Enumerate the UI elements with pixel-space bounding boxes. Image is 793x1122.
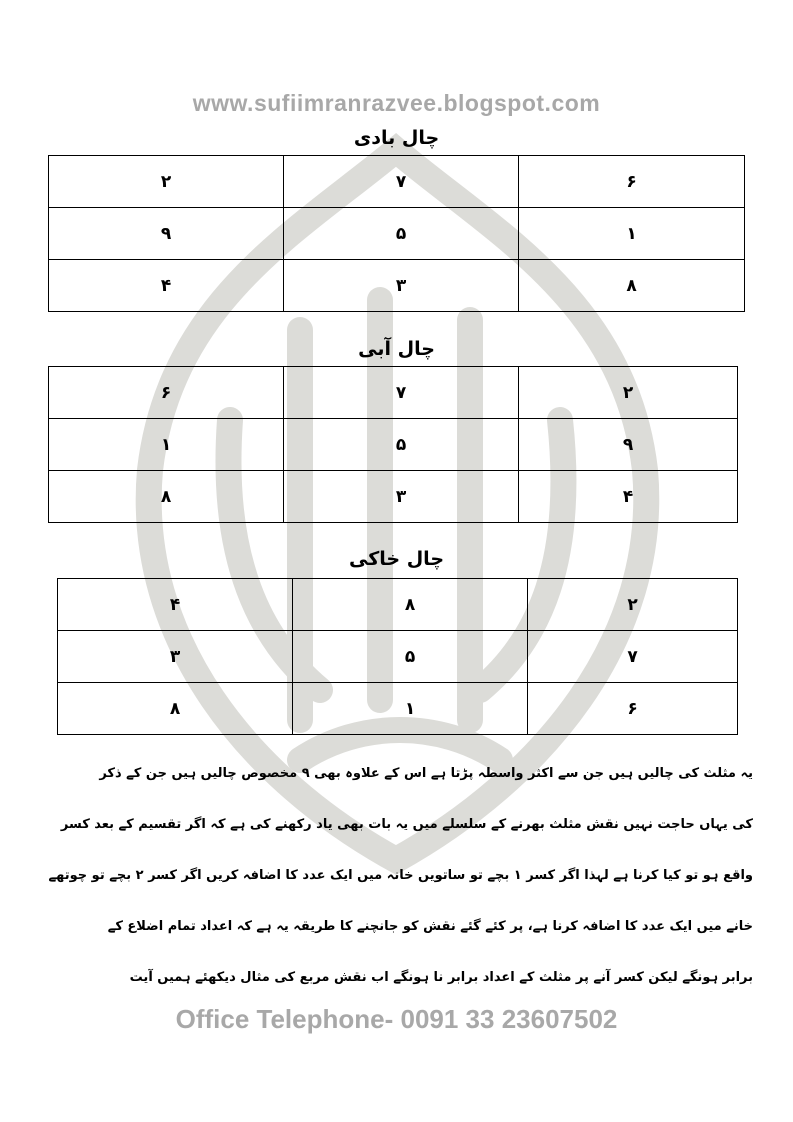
table-cell: ۱ bbox=[48, 419, 283, 470]
table-cell: ۳ bbox=[57, 631, 292, 682]
table-cell: ۶ bbox=[518, 156, 745, 207]
table-cell: ۷ bbox=[527, 631, 738, 682]
table-cell: ۲ bbox=[518, 367, 738, 418]
paragraph-line: واقع ہو تو کیا کرنا ہے لہذا اگر کسر ۱ بچے تو ساتویں خانہ میں ایک عدد کا اضافہ کریں اگر کسر ۲ بچے تو چوتھے bbox=[48, 867, 753, 883]
table-cell: ۸ bbox=[57, 683, 292, 734]
paragraph-line: خانے میں ایک عدد کا اضافہ کرنا ہے، پر کئے گئے نقش کو جانچنے کا طریقہ یہ ہے کہ اعداد تمام اضلاع کے bbox=[107, 918, 753, 934]
table-cell: ۷ bbox=[283, 367, 518, 418]
table-cell: ۶ bbox=[527, 683, 738, 734]
paragraph-line: برابر ہونگے لیکن کسر آنے پر مثلث کے اعداد برابر نا ہونگے اب نقش مربع کی مثال دیکھئے ہمیں آیت bbox=[129, 969, 753, 985]
table-row bbox=[48, 471, 738, 522]
table-title-badi: چال بادی bbox=[353, 127, 440, 149]
table-row bbox=[48, 367, 738, 419]
table-cell: ۵ bbox=[292, 631, 527, 682]
table-row bbox=[57, 579, 738, 631]
table-row bbox=[48, 419, 738, 471]
magic-square-table-khaki bbox=[57, 578, 738, 735]
watermark-url: www.sufiimranrazvee.blogspot.com bbox=[192, 90, 601, 116]
table-cell: ۴ bbox=[57, 579, 292, 630]
table-title-abi: چال آبی bbox=[358, 338, 435, 360]
table-cell: ۴ bbox=[518, 471, 738, 522]
table-cell: ۳ bbox=[283, 260, 518, 311]
table-row bbox=[57, 683, 738, 734]
paragraph-line: یہ مثلث کی چالیں ہیں جن سے اکثر واسطہ پڑتا ہے اس کے علاوہ بھی ۹ مخصوص چالیں ہیں جن کے ذکر bbox=[99, 765, 753, 781]
table-cell: ۱ bbox=[518, 208, 745, 259]
office-telephone: Office Telephone- 0091 33 23607502 bbox=[175, 1004, 618, 1034]
table-cell: ۳ bbox=[283, 471, 518, 522]
table-cell: ۹ bbox=[518, 419, 738, 470]
table-cell: ۶ bbox=[48, 367, 283, 418]
table-cell: ۵ bbox=[283, 419, 518, 470]
table-cell: ۹ bbox=[48, 208, 283, 259]
table-cell: ۱ bbox=[292, 683, 527, 734]
body-paragraph bbox=[48, 748, 753, 1003]
magic-square-table-badi bbox=[48, 155, 745, 312]
table-cell: ۴ bbox=[48, 260, 283, 311]
table-row bbox=[48, 208, 745, 260]
table-title-khaki: چال خاکی bbox=[348, 548, 445, 570]
table-cell: ۷ bbox=[283, 156, 518, 207]
table-cell: ۸ bbox=[518, 260, 745, 311]
paragraph-line: کی یہاں حاجت نہیں نقش مثلث بھرنے کے سلسلے میں یہ بات بھی یاد رکھنے کی ہے کہ اگر تقسیم کے بعد کسر bbox=[60, 816, 753, 832]
table-row bbox=[57, 631, 738, 683]
table-row bbox=[48, 260, 745, 311]
table-cell: ۲ bbox=[527, 579, 738, 630]
table-cell: ۸ bbox=[292, 579, 527, 630]
table-cell: ۸ bbox=[48, 471, 283, 522]
magic-square-table-abi bbox=[48, 366, 738, 523]
table-cell: ۵ bbox=[283, 208, 518, 259]
table-row bbox=[48, 156, 745, 208]
table-cell: ۲ bbox=[48, 156, 283, 207]
